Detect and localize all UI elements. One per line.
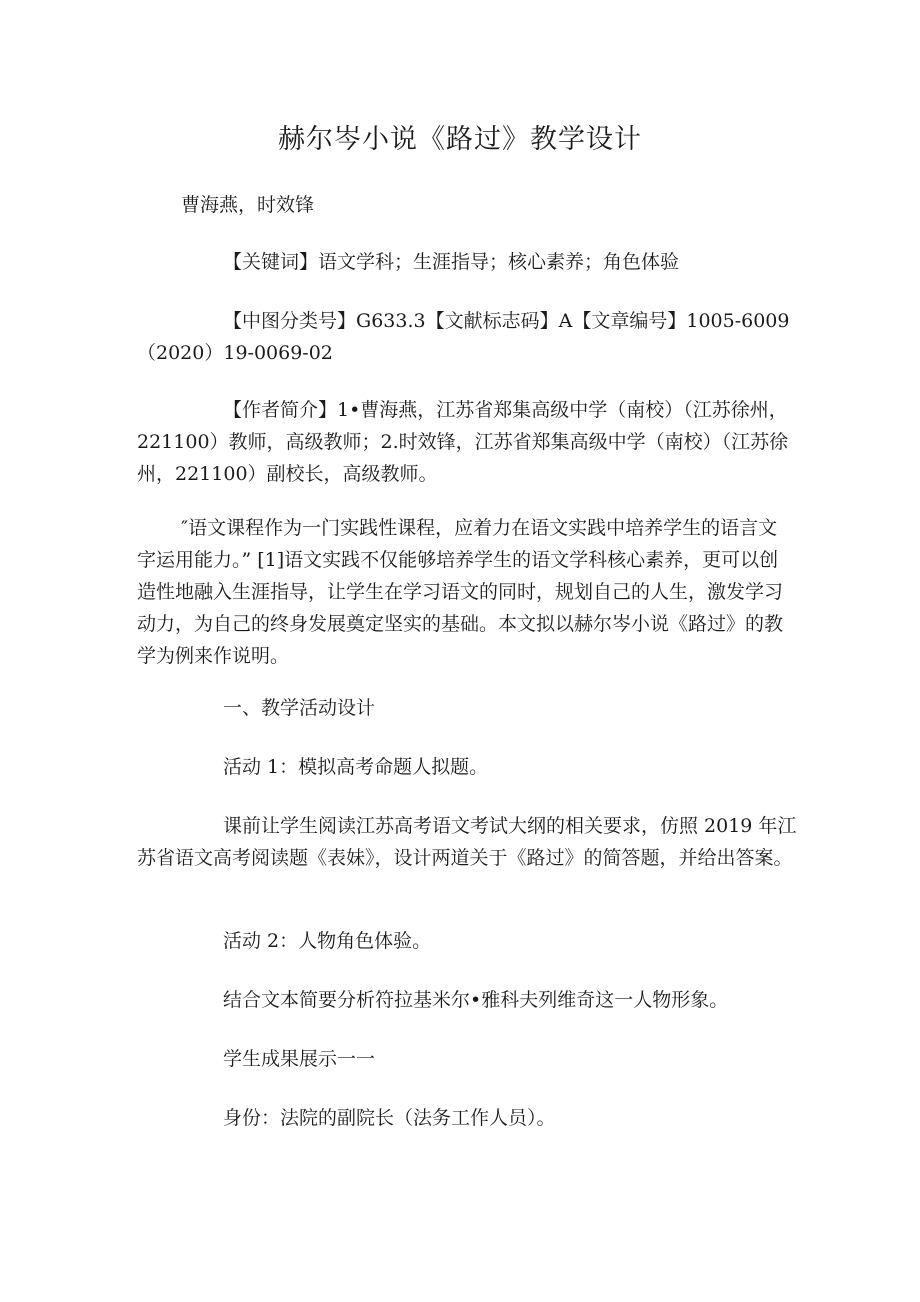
authors-line: 曹海燕，时效锋	[181, 194, 315, 216]
keywords-text: 语文学科；生涯指导；核心素养；角色体验	[318, 251, 680, 273]
activity2-body: 结合文本简要分析符拉基米尔•雅科夫列维奇这一人物形象。	[223, 989, 729, 1011]
author-bio-text: 1•曹海燕，江苏省郑集高级中学（南校）（江苏徐州，221100）教师，高级教师；2.时效锋，江苏省郑集高级中学（南校）（江苏徐州，221100）副校长，高级教师。	[137, 399, 789, 485]
intro-paragraph: ″语文课程作为一门实践性课程，应着力在语文实践中培养学生的语言文字运用能力。” [1]语文实践不仅能够培养学生的语文学科核心素养，更可以创造性地融入生涯指导，让学生在学习语文的同时，规划自己的人生，激发学习动力，为自己的终身发展奠定坚实的基础。本文拟以赫尔岑小说《路过》的教学为例来作说明。	[137, 517, 784, 667]
article-number-label: 【文章编号】	[572, 310, 687, 332]
section-heading: 一、教学活动设计	[223, 697, 376, 719]
identity-line: 身份：法院的副院长（法务工作人员）。	[223, 1107, 556, 1129]
activity1-heading: 活动 1：模拟高考命题人拟题。	[223, 756, 489, 778]
document-code-label: 【文献标志码】	[425, 310, 559, 332]
keywords-label: 【关键词】	[223, 251, 319, 273]
showcase-line: 学生成果展示一一	[223, 1048, 376, 1070]
activity1-body: 课前让学生阅读江苏高考语文考试大纲的相关要求，仿照 2019 年江苏省语文高考阅读题《表妹》，设计两道关于《路过》的简答题，并给出答案。	[137, 815, 797, 869]
article-number-value: 1005-6009（2020）19-0069-02	[137, 310, 790, 364]
classification-label: 【中图分类号】	[223, 310, 357, 332]
classification-line	[137, 305, 797, 369]
author-bio-label: 【作者简介】	[223, 399, 338, 421]
document-code-value: A	[558, 310, 573, 332]
keywords-line	[137, 246, 797, 278]
document-title: 赫尔岑小说《路过》教学设计	[278, 124, 642, 155]
classification-value: G633.3	[356, 310, 426, 332]
activity2-heading: 活动 2：人物角色体验。	[223, 930, 432, 952]
author-bio	[137, 394, 797, 490]
